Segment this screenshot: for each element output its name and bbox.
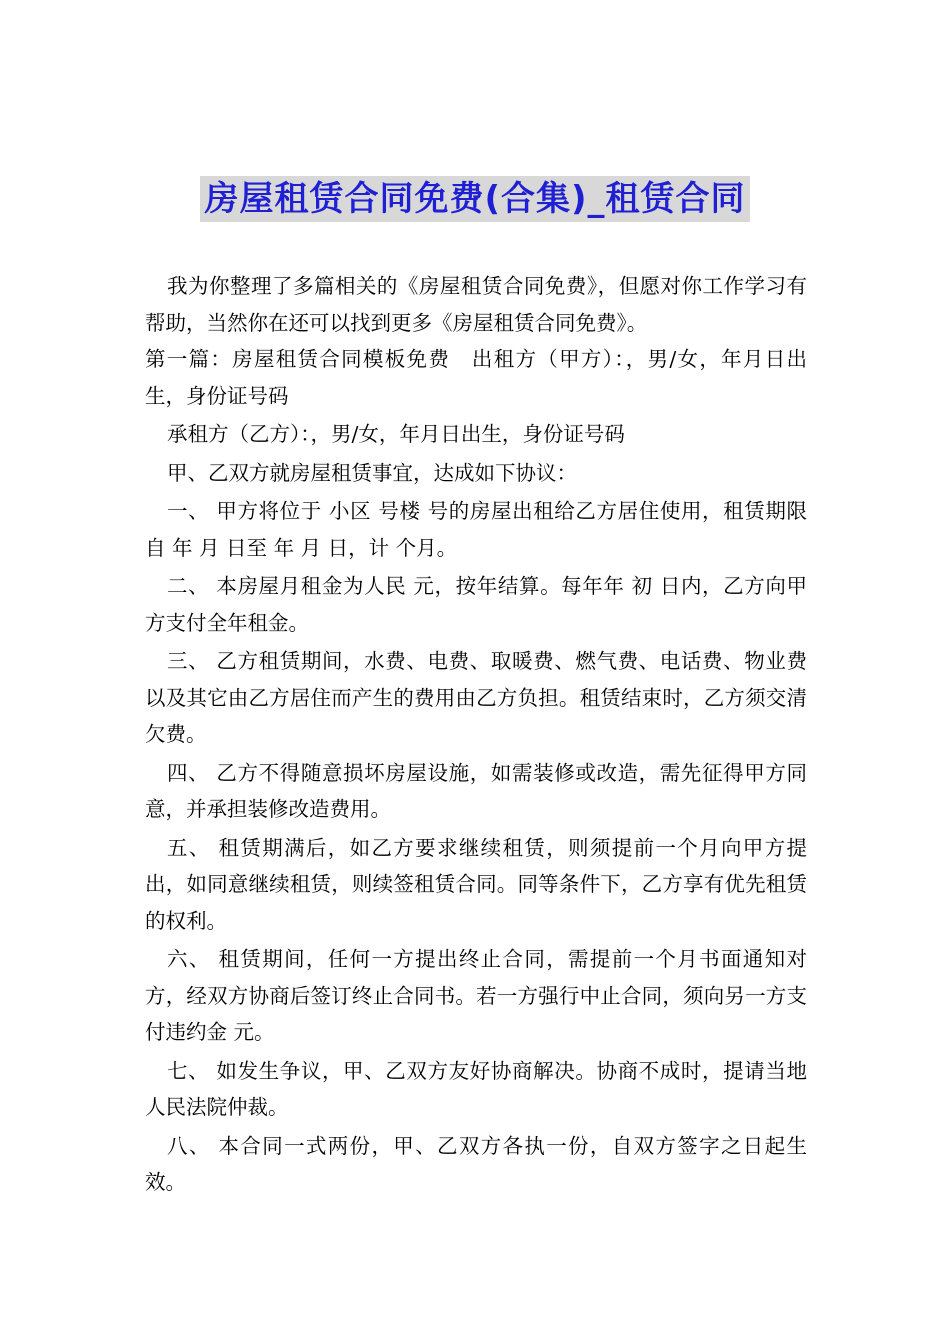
agreement-intro-paragraph: 甲、乙双方就房屋租赁事宜，达成如下协议：: [167, 460, 577, 485]
document-title: 房屋租赁合同免费(合集)_租赁合同: [200, 176, 749, 222]
document-body: [145, 268, 807, 1201]
clause-7: 七、 如发生争议，甲、乙双方友好协商解决。协商不成时，提请当地人民法院仲裁。: [145, 1058, 807, 1119]
clause-1: 一、 甲方将位于 小区 号楼 号的房屋出租给乙方居住使用，租赁期限自 年 月 日至 年 月 日，计 个月。: [145, 499, 807, 560]
lessee-paragraph: 承租方（乙方）：，男/女，年月日出生，身份证号码: [167, 422, 625, 446]
clause-2: 二、 本房屋月租金为人民 元，按年结算。每年年 初 日内，乙方向甲方支付全年租金。: [145, 574, 807, 635]
clause-6: 六、 租赁期间，任何一方提出终止合同，需提前一个月书面通知对方，经双方协商后签订终止合同书。若一方强行中止合同，须向另一方支付违约金 元。: [145, 947, 807, 1044]
intro-paragraph: 我为你整理了多篇相关的《房屋租赁合同免费》，但愿对你工作学习有帮助，当然你在还可以找到更多《房屋租赁合同免费》。: [145, 274, 807, 335]
clause-4: 四、 乙方不得随意损坏房屋设施，如需装修或改造，需先征得甲方同意，并承担装修改造费用。: [145, 760, 807, 821]
section-one-heading-paragraph: 第一篇：房屋租赁合同模板免费 出租方（甲方）：，男/女，年月日出生，身份证号码: [145, 347, 807, 408]
clause-3: 三、 乙方租赁期间，水费、电费、取暖费、燃气费、电话费、物业费以及其它由乙方居住而产生的费用由乙方负担。租赁结束时，乙方须交清欠费。: [145, 649, 807, 746]
clause-5: 五、 租赁期满后，如乙方要求继续租赁，则须提前一个月向甲方提出，如同意继续租赁，则续签租赁合同。同等条件下，乙方享有优先租赁的权利。: [145, 835, 807, 933]
title-container: [0, 176, 950, 222]
clause-8: 八、 本合同一式两份，甲、乙双方各执一份，自双方签字之日起生效。: [145, 1133, 807, 1194]
